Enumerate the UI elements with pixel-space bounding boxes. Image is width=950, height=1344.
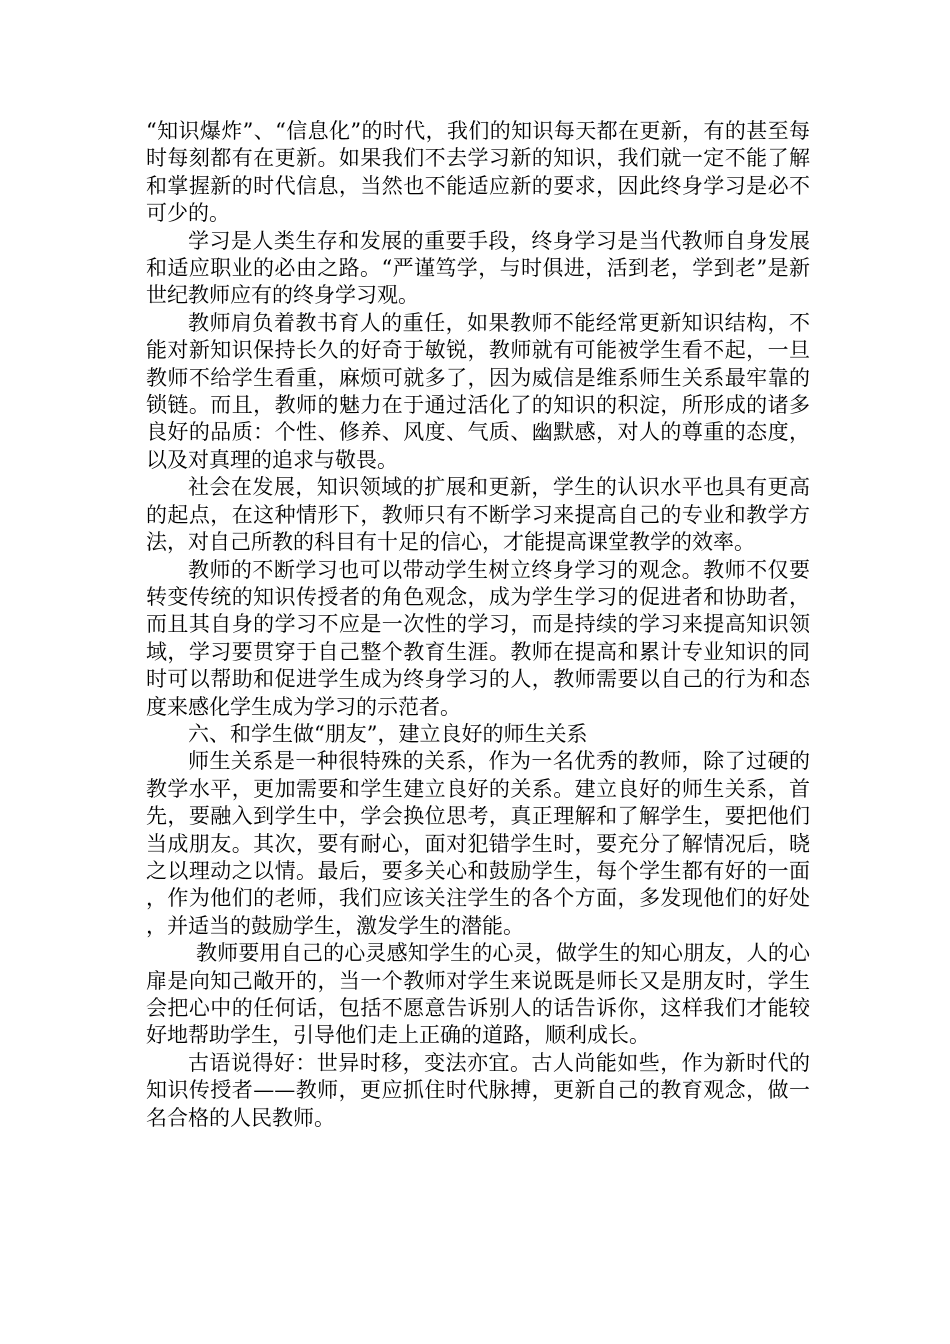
paragraph-teacher-responsibility: 教师肩负着教书育人的重任，如果教师不能经常更新知识结构，不能对新知识保持长久的好奇于敏锐，教师就有可能被学生看不起，一旦教师不给学生看重，麻烦可就多了，因为威信是维系师生关系最牢靠的锁链。而且，教师的魅力在于通过活化了的知识的积淀，所形成的诸多良好的品质：个性、修养、风度、气质、幽默感，对人的尊重的态度，以及对真理的追求与敬畏。	[146, 310, 810, 472]
paragraph-society-development: 社会在发展，知识领域的扩展和更新，学生的认识水平也具有更高的起点，在这种情形下，教师只有不断学习来提高自己的专业和教学方法，对自己所教的科目有十足的信心，才能提高课堂教学的效率。	[146, 475, 810, 555]
document-page	[146, 118, 810, 1132]
paragraph-heart-to-heart: 教师要用自己的心灵感知学生的心灵，做学生的知心朋友，人的心扉是向知己敞开的，当一个教师对学生来说既是师长又是朋友时，学生会把心中的任何话，包括不愿意告诉别人的话告诉你，这样我们才能较好地帮助学生，引导他们走上正确的道路，顺利成长。	[146, 941, 810, 1048]
paragraph-continuous-learning: 教师的不断学习也可以带动学生树立终身学习的观念。教师不仅要转变传统的知识传授者的角色观念，成为学生学习的促进者和协助者，而且其自身的学习不应是一次性的学习，而是持续的学习来提高知识领域，学习要贯穿于自己整个教育生涯。教师在提高和累计专业知识的同时可以帮助和促进学生成为终身学习的人，教师需要以自己的行为和态度来感化学生成为学习的示范者。	[146, 557, 810, 719]
paragraph-teacher-student-relationship: 师生关系是一种很特殊的关系，作为一名优秀的教师，除了过硬的教学水平，更加需要和学生建立良好的关系。建立良好的师生关系，首先，要融入到学生中，学会换位思考，真正理解和了解学生，要把他们当成朋友。其次，要有耐心，面对犯错学生时，要充分了解情况后，晓之以理动之以情。最后，要多关心和鼓励学生，每个学生都有好的一面，作为他们的老师，我们应该关注学生的各个方面，多发现他们的好处，并适当的鼓励学生，激发学生的潜能。	[146, 749, 810, 938]
paragraph-knowledge-era: “知识爆炸”、“信息化”的时代，我们的知识每天都在更新，有的甚至每时每刻都有在更新。如果我们不去学习新的知识，我们就一定不能了解和掌握新的时代信息，当然也不能适应新的要求，因此终身学习是必不可少的。	[146, 119, 810, 226]
paragraph-lifelong-learning: 学习是人类生存和发展的重要手段，终身学习是当代教师自身发展和适应职业的必由之路。“严谨笃学，与时俱进，活到老，学到老”是新世纪教师应有的终身学习观。	[146, 228, 810, 308]
paragraph-conclusion: 古语说得好：世异时移，变法亦宜。古人尚能如些，作为新时代的知识传授者——教师，更应抓住时代脉搏，更新自己的教育观念，做一名合格的人民教师。	[146, 1050, 810, 1130]
section-heading: 六、和学生做“朋友”，建立良好的师生关系	[188, 721, 588, 746]
